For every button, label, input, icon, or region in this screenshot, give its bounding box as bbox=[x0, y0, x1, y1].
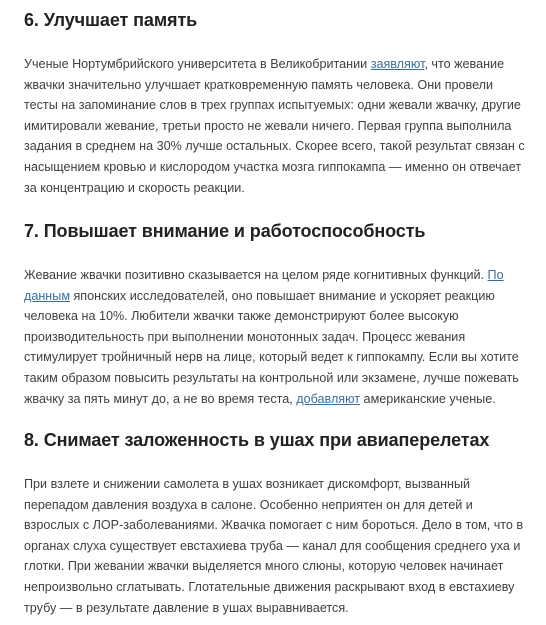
source-link[interactable]: По данным bbox=[24, 268, 504, 303]
paragraph-text: , что жевание жвачки значительно улучшает кратковременную память человека. Они провели тесты на запоминание слов в трех группах испытуемых: одни жевали жвачку, другие имитировали жевание, третьи просто не жевали ничего. Первая группа выполнила задания в среднем на 30% лучше остальных. Скорее всего, такой результат связан с насыщением кровью и кислородом участка мозга гиппокампа — именно он отвечает за концентрацию и скорость реакции. bbox=[24, 57, 525, 195]
source-link[interactable]: добавляют bbox=[296, 391, 361, 406]
paragraph-text: американские ученые. bbox=[360, 391, 496, 406]
section-paragraph bbox=[24, 265, 528, 409]
section-paragraph: При взлете и снижении самолета в ушах возникает дискомфорт, вызванный перепадом давления воздуха в салоне. Особенно неприятен он для детей и взрослых с ЛОР-заболеваниями. Жвачка помогает с ним бороться. Дело в том, что в органах слуха существует евстахиева труба — канал для сообщения среднего уха и глотки. При жевании жвачки выделяется много слюны, которую человек начинает непроизвольно сглатывать. Глотательные движения раскрывают вход в евстахиеву трубу — в результате давление в ушах выравнивается. bbox=[24, 477, 524, 615]
section-paragraph bbox=[24, 54, 528, 198]
section-memory bbox=[24, 6, 528, 198]
source-link[interactable]: заявляют bbox=[370, 57, 425, 71]
section-heading: 6. Улучшает память bbox=[24, 10, 198, 30]
paragraph-text: Жевание жвачки позитивно сказывается на целом ряде когнитивных функций. bbox=[24, 268, 488, 282]
paragraph-text: Ученые Нортумбрийского университета в Великобритании bbox=[24, 57, 371, 71]
section-attention bbox=[24, 217, 528, 409]
paragraph-text: японских исследователей, оно повышает внимание и ускоряет реакцию человека на 10%. Любители жвачки также демонстрируют более высокую производительность при выполнении монотонных задач. Процесс жевания стимулирует тройничный нерв на лице, который ведет к гиппокампу. Если вы хотите таким образом повысить результаты на контрольной или экзамене, лучше пожевать жвачку за пять минут до, а не во время теста, bbox=[24, 288, 519, 406]
section-heading: 7. Повышает внимание и работоспособность bbox=[24, 221, 426, 241]
section-heading: 8. Снимает заложенность в ушах при авиаперелетах bbox=[24, 430, 490, 450]
section-ears bbox=[24, 426, 528, 618]
